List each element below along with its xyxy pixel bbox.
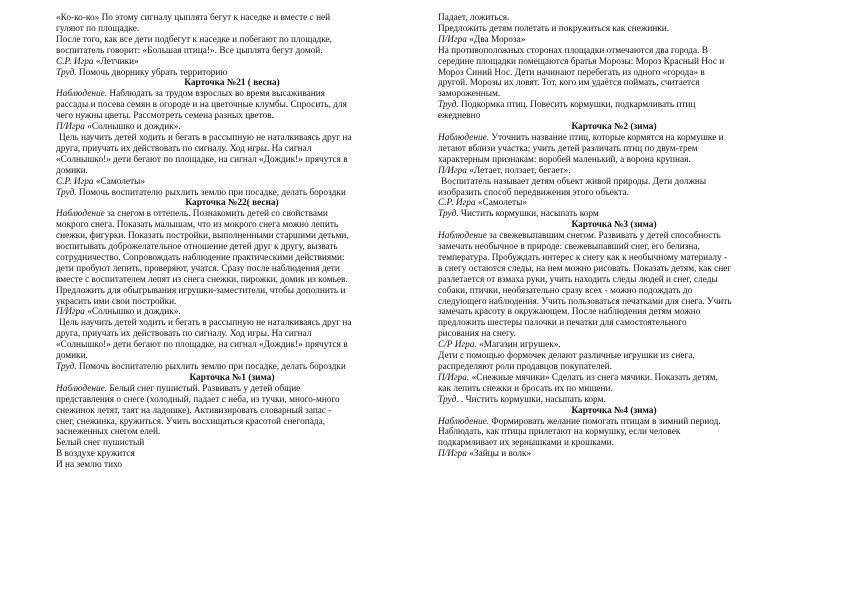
text-line: мокрого снега. Показать малышам, что из мокрого снега можно лепить [56,220,339,231]
section-label: Наблюдение [56,209,105,220]
text-line [438,231,790,242]
text-line: снег, снежинка, кружиться. Учить восхищаться красотой снегопада, [56,416,326,427]
line-text: Помочь воспитателю рыхлить землю при посадке, делать бороздки [76,362,346,372]
card-title: Карточка №22( весна) [185,198,279,209]
text-line [56,384,408,395]
text-line: На противоположных сторонах площадки отмечаются два города. В [438,45,708,56]
line-text: за снегом в оттепель. Познакомить детей со свойствами [104,209,328,220]
text-line: Воспитатель называет детям объект живой природы. Дети должны [441,176,707,187]
text-line: характерным признакам: воробей маленький, а ворона крупная. [438,154,691,165]
section-label: П/Игра [56,122,85,133]
text-line: другой. Морозы их ловят. Тот, кого им удаётся поймать, считается [438,78,700,89]
text-line [438,166,790,177]
text-line: «Ко-ко-ко» По этому сигналу цыплята бегут к наседке и вместе с ней [56,13,331,23]
line-text: Уточнить название птиц, которые кормятся на кормушке и [489,132,724,143]
line-text: Помочь воспитателю рыхлить землю при посадке, делать бороздки [76,187,346,198]
text-line: украсить ими свои постройки. [56,296,177,307]
line-text: за свежевыпавшим снегом. Развивать у детей способность [486,231,721,242]
left-column [56,13,408,471]
text-line: собаки, птички, необязательно сразу всех - можно подождать до [438,285,693,296]
text-line [438,395,790,406]
text-line [56,307,408,318]
section-label: Наблюдение [438,231,487,242]
text-line [56,89,408,100]
card-title: Карточка №1 (зима) [189,372,275,383]
text-line: следующего наблюдения. Учить пользоваться печатками для снега. Учить [438,296,732,307]
text-line: «Солнышко!» дети бегают по площадке, на сигнал «Дождик!» прячутся в [56,340,348,351]
line-text: «Самолеты» [93,176,145,187]
text-line [438,100,790,111]
text-line: предложить шестеры палочки и печатки для самостоятельного [438,318,687,329]
text-line [438,417,790,428]
line-text: «Снежные мячики» Сделать из снега мячики. Показать детям, [469,372,718,383]
line-text: Формировать желание помогать птицам в зимний период. [489,416,721,427]
text-line: чего нужны цветы. Рассмотреть семена разных цветов. [56,111,274,122]
text-line: В воздухе кружится [56,449,135,460]
section-label: Наблюдение. [56,383,108,394]
text-line: друга, приучать их действовать по сигналу. Ход игры. На сигнал [56,329,312,340]
section-label: П/Игра [438,449,467,460]
right-column [438,13,790,460]
section-label: Труд. [56,67,77,78]
text-line: рисования на снегу. [438,329,516,340]
text-line: в снегу остаются следы, на нем можно рисовать. Показать детям, как снег [438,263,732,274]
text-line: как лепить снежки и бросать их по мишени. [438,383,613,394]
section-label: С.Р. Игра [56,176,94,187]
card-title: Карточка №21 ( весна) [184,78,280,89]
line-text: «Два Мороза» [466,34,526,45]
text-line: распределяют роли продавцов покупателей. [438,362,612,372]
text-line: Цель научить детей ходить и бегать в рассыпную не наталкиваясь друг на [59,318,352,329]
text-line: Мороз Синий Нос. Дети начинают перебегать из одного «города» в [438,67,705,78]
section-label: Труд. [56,187,77,198]
text-line [56,188,408,199]
text-line [438,198,790,209]
text-line: представления о снеге (холодный, падает с неба, из тучки, много-много [56,394,340,405]
section-label: С.Р. Игра [56,56,94,67]
text-line: После того, как все дети подбегут к наседке и побегают по площадке, [56,34,332,45]
text-line: разлетается от взмаха руки, учить находить следы людей и снег, следы [438,274,718,285]
text-line: вместе с воспитателем лепят из снега снежки, пирожки, домик из комьев. [56,274,348,285]
text-line: Предложить для обыгрывания игрушки-заместители, чтобы дополнить и [56,285,346,296]
section-label: Наблюдение. [438,132,490,143]
text-line: Падает, ложиться. [438,13,510,23]
text-line [438,373,790,384]
text-line: замечать красоту в окружающем. После наблюдения детям можно [438,307,701,318]
text-line: рассады и посева семян в огороде и на цветочные клумбы. Спросить, для [56,100,347,111]
card-title: Карточка №2 (зима) [571,122,657,133]
line-text: «Самолеты» [475,198,527,209]
line-text: Белый снег пушистый. Развивать у детей общие [107,383,301,394]
line-text: . Чистить кормушки, насыпать корм. [458,394,606,405]
section-label: П/Игра [56,307,85,318]
section-label: Наблюдение. [438,416,490,427]
section-label: Наблюдение. [56,89,108,100]
text-line: заснеженных снегом елей. [56,427,161,438]
text-line: летают вблизи участка; учить детей различать птиц по двум-трем [438,143,698,154]
text-line: дети пробуют лепить, проверяют, учатся. Сразу после наблюдения дети [56,263,340,274]
text-line: замечать необычное в природе: свежевыпавший снег, его белизна, [438,242,700,253]
text-line: Белый снег пушистый [56,438,145,449]
text-line: И на землю тихо [56,460,123,471]
text-line [56,68,408,79]
text-line: домики. [56,351,88,362]
text-line: воспитатель говорит: «Большая птица!». Все цыплята бегут домой. [56,45,323,56]
text-line: подкармливает их зернышками и крошками. [438,438,614,449]
section-label: Труд. [438,100,459,111]
text-line: середине площадки помещаются братья Морозы: Мороз Красный Нос и [438,56,725,67]
line-text: «Солнышко и дождик». [84,307,181,318]
section-label: С.Р. Игра [438,198,476,209]
line-text: Чистить кормушки, насыпать корм [458,209,599,220]
text-line [438,209,790,220]
text-line [56,177,408,188]
line-text: «Летчики» [93,56,139,67]
text-line: снежки, фигурки. Показать постройки, выполненными старшими детьми, [56,231,349,242]
text-line: Дети с помощью формочек делают различные игрушки из снега, [438,351,695,362]
text-line: домики. [56,165,88,176]
line-text: Помочь дворнику убрать территорию [76,67,228,78]
text-line: друга, приучать их действовать по сигналу. Ход игры. На сигнал [56,143,312,154]
text-line: гуляют по площадке. [56,23,140,34]
text-line: снежинок летят, таят на ладошке). Активизировать словарный запас - [56,405,332,416]
section-label: П/Игра [438,165,467,176]
line-text: Подкормка птиц. Повесить кормушки, подкармливать птиц [458,100,696,111]
text-line [56,362,408,373]
section-label: П/Игра. [438,372,470,383]
text-line: Предложить детям полетать и покружиться как снежинки. [438,23,670,34]
line-text: «Летает, ползает, бегает». [466,165,571,176]
text-line: сотрудничество. Сопровождать наблюдение практическими действиями: [56,252,345,263]
section-label: Труд. [438,394,459,405]
line-text: «Зайцы и волк» [466,449,532,460]
card-title: Карточка №4 (зима) [571,405,657,416]
section-label: П/Игра [438,34,467,45]
text-line [438,133,790,144]
text-line [56,122,408,133]
section-label: Труд. [56,362,77,372]
text-line [56,209,408,220]
text-line: температура. Пробуждать интерес к снегу как к необычному материалу - [438,252,728,263]
text-line [438,35,790,46]
card-title: Карточка №3 (зима) [571,220,657,231]
section-label: С/Р Игра. [438,340,477,351]
section-label: Труд. [438,209,459,220]
text-line [56,57,408,68]
text-line: ежедневно [438,111,481,122]
text-line: «Солнышко!» дети бегают по площадке, на сигнал «Дождик!» прячутся в [56,154,348,165]
text-line: замороженным. [438,89,501,100]
text-line: изобразить способ передвижения этого объекта. [438,187,629,198]
text-line [438,340,790,351]
text-line: Цель научить детей ходить и бегать в рассыпную не наталкиваясь друг на [59,132,352,143]
text-line: воспитывать доброжелательное отношение детей друг к другу, вызвать [56,242,338,253]
line-text: Наблюдать за трудом взрослых во время высаживания [107,89,325,100]
line-text: «Солнышко и дождик». [84,122,181,133]
line-text: «Магазин игрушек». [476,340,561,351]
text-line: Наблюдать, как птицы прилетают на кормушку, если человек [438,427,681,438]
text-line [438,449,790,460]
